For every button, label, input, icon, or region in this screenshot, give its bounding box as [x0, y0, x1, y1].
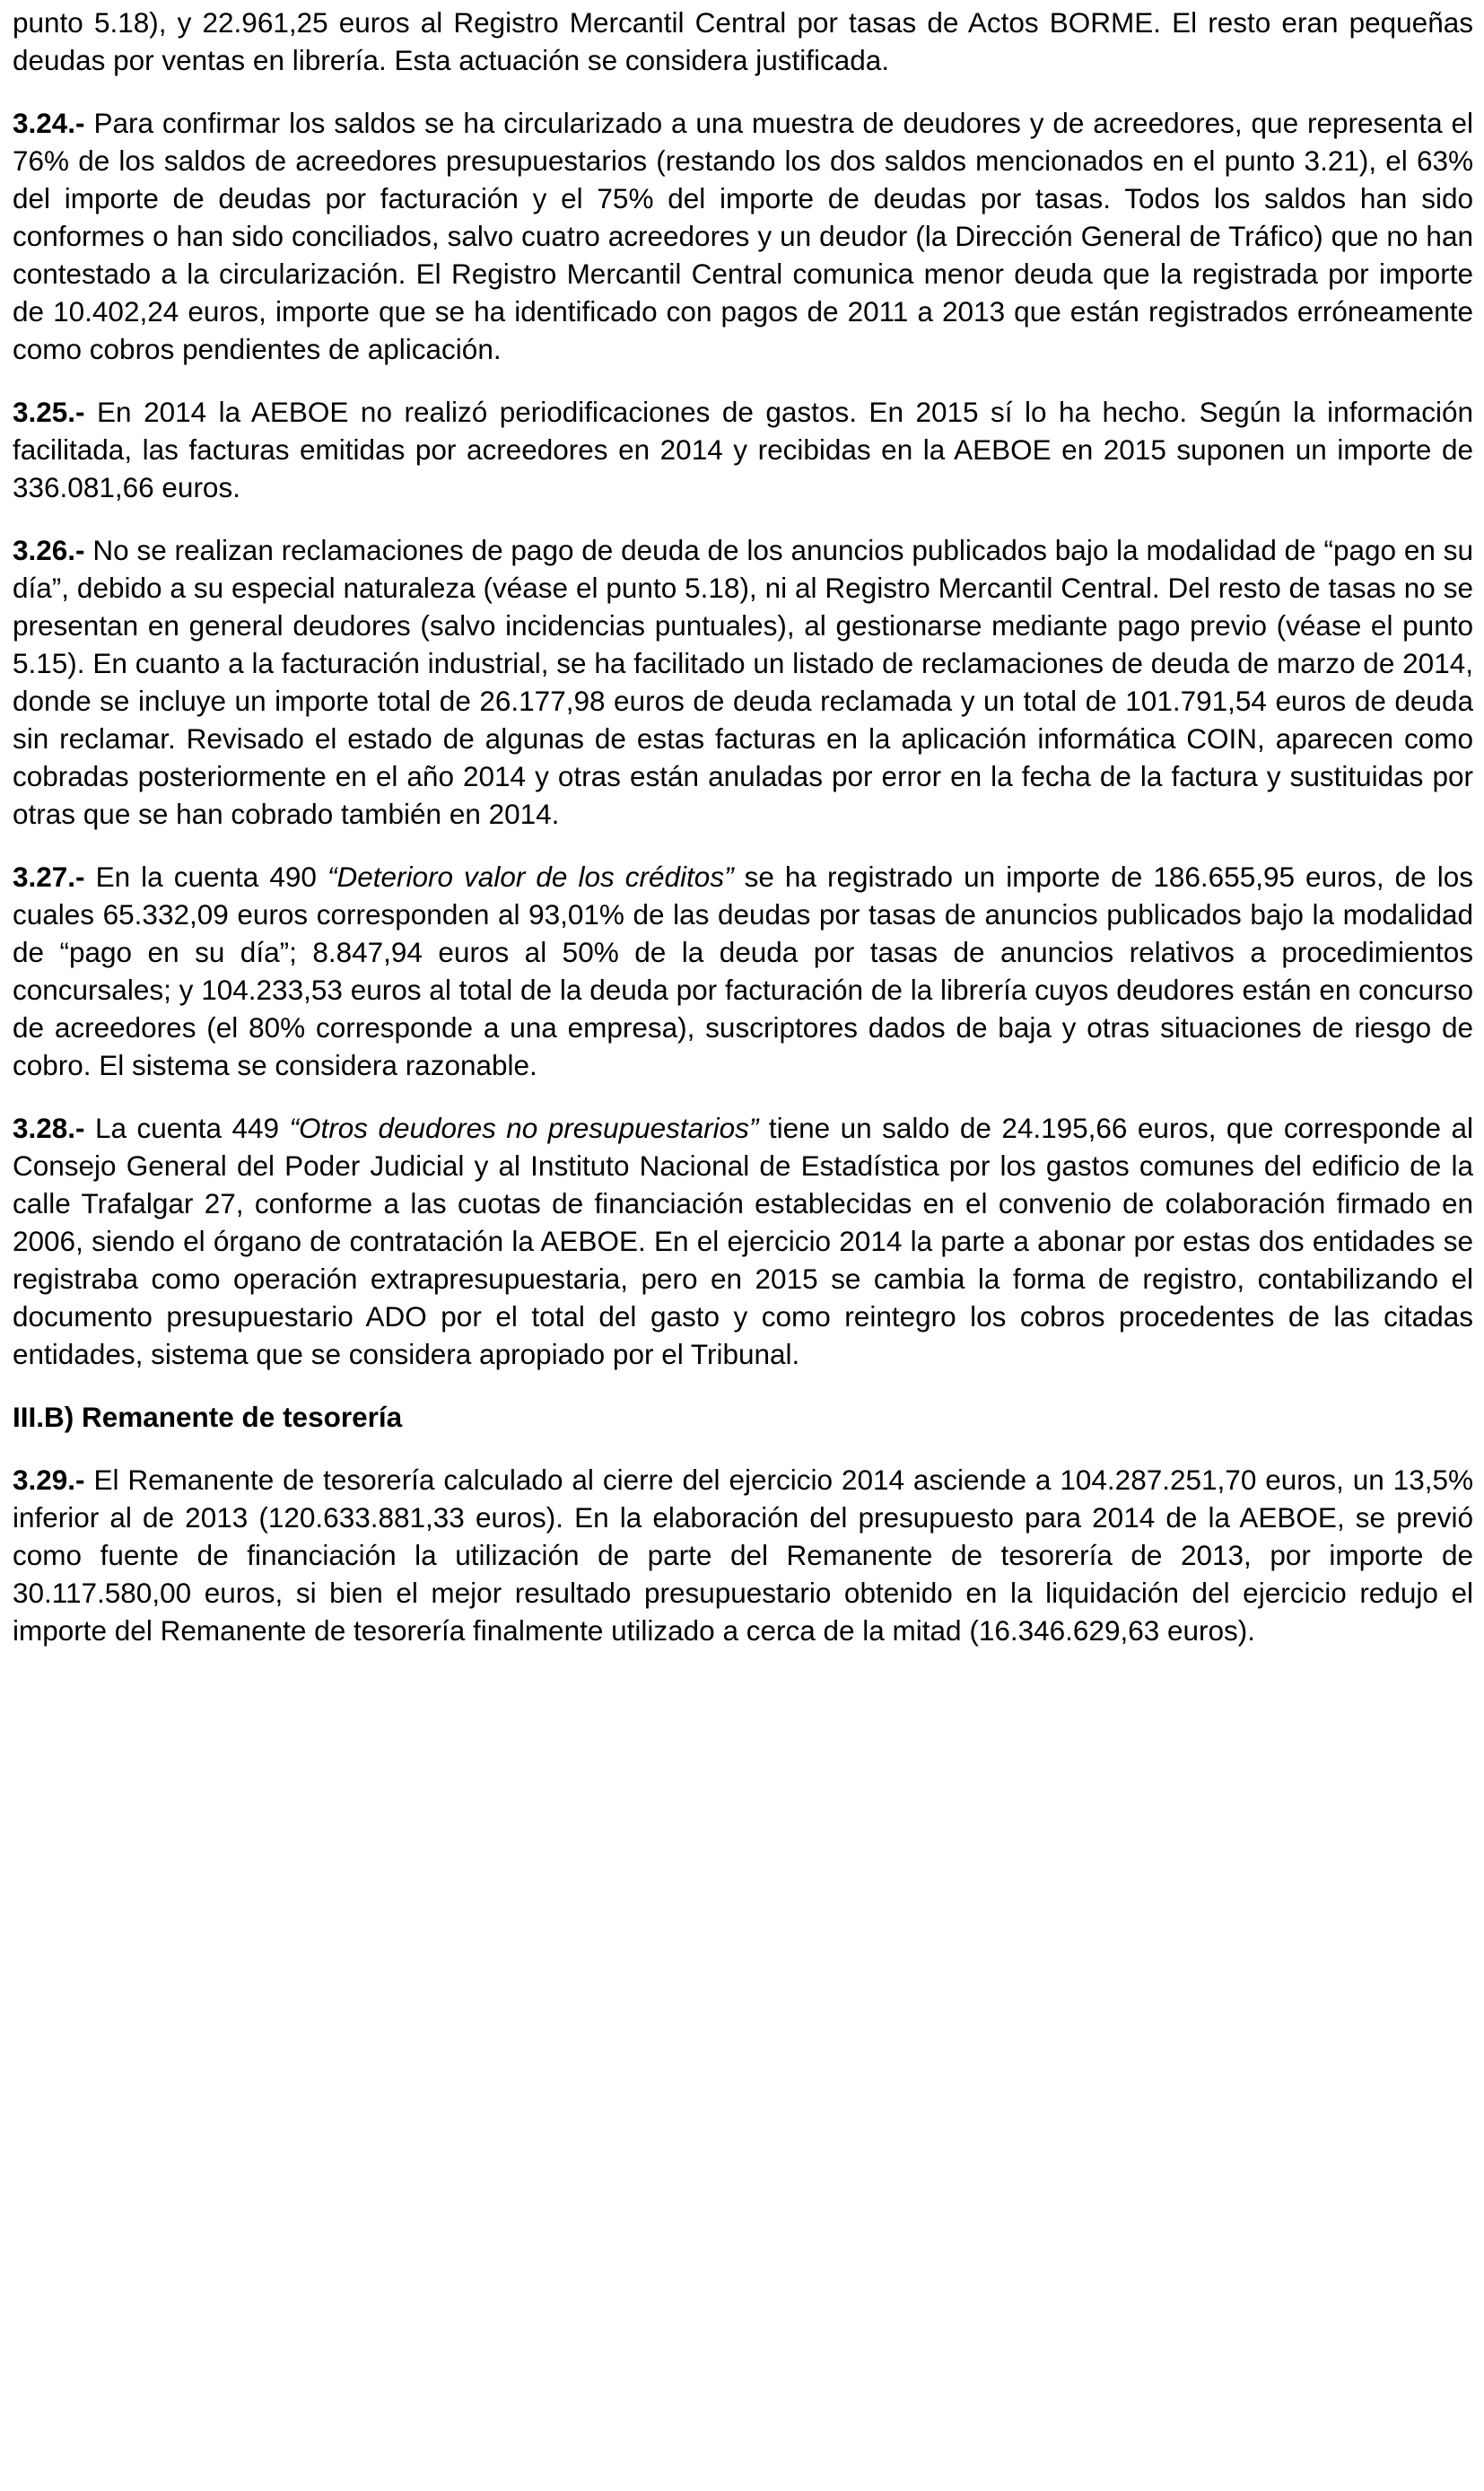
account-name-italic: “Otros deudores no presupuestarios” — [289, 1112, 759, 1144]
paragraph-text-post: se ha registrado un importe de 186.655,95 euros, de los cuales 65.332,09 euros corresponden al 93,01% de las deudas por tasas de anuncios publicados bajo la modalidad de “pago en su día”; 8.847,94 euros al 50% de la deuda por tasas de anuncios relativos a procedimientos concursales; y 104.233,53 euros al total de la deuda por facturación de la librería cuyos deudores están en concurso de acreedores (el 80% corresponde a una empresa), suscriptores dados de baja y otras situaciones de riesgo de cobro. El sistema se considera razonable. — [13, 861, 1473, 1081]
paragraph-3-27 — [13, 858, 1473, 1084]
paragraph-number: 3.27.- — [13, 861, 85, 893]
paragraph-3-28 — [13, 1109, 1473, 1373]
paragraph-text-post: tiene un saldo de 24.195,66 euros, que corresponde al Consejo General del Poder Judicial y al Instituto Nacional de Estadística por los gastos comunes del edificio de la calle Trafalgar 27, conforme a las cuotas de financiación establecidas en el convenio de colaboración firmado en 2006, siendo el órgano de contratación la AEBOE. En el ejercicio 2014 la parte a abonar por estas dos entidades se registraba como operación extrapresupuestaria, pero en 2015 se cambia la forma de registro, contabilizando el documento presupuestario ADO por el total del gasto y como reintegro los cobros procedentes de las citadas entidades, sistema que se considera apropiado por el Tribunal. — [13, 1112, 1473, 1370]
paragraph-continuation: punto 5.18), y 22.961,25 euros al Registro Mercantil Central por tasas de Actos BORME. El resto eran pequeñas deudas por ventas en librería. Esta actuación se considera justificada. — [13, 6, 1473, 76]
paragraph-3-24 — [13, 104, 1473, 368]
paragraph-number: 3.24.- — [13, 107, 85, 139]
paragraph-text: El Remanente de tesorería calculado al cierre del ejercicio 2014 asciende a 104.287.251,70 euros, un 13,5% inferior al de 2013 (120.633.881,33 euros). En la elaboración del presupuesto para 2014 de la AEBOE, se previó como fuente de financiación la utilización de parte del Remanente de tesorería de 2013, por importe de 30.117.580,00 euros, si bien el mejor resultado presupuestario obtenido en la liquidación del ejercicio redujo el importe del Remanente de tesorería finalmente utilizado a cerca de la mitad (16.346.629,63 euros). — [13, 1464, 1473, 1647]
paragraph-number: 3.29.- — [13, 1464, 85, 1496]
paragraph-3-26 — [13, 531, 1473, 833]
paragraph-3-29 — [13, 1461, 1473, 1649]
account-name-italic: “Deterioro valor de los créditos” — [327, 861, 734, 893]
paragraph-number: 3.25.- — [13, 396, 85, 428]
paragraph-number: 3.26.- — [13, 534, 85, 566]
paragraph-text: No se realizan reclamaciones de pago de deuda de los anuncios publicados bajo la modalidad de “pago en su día”, debido a su especial naturaleza (véase el punto 5.18), ni al Registro Mercantil Central. Del resto de tasas no se presentan en general deudores (salvo incidencias puntuales), al gestionarse mediante pago previo (véase el punto 5.15). En cuanto a la facturación industrial, se ha facilitado un listado de reclamaciones de deuda de marzo de 2014, donde se incluye un importe total de 26.177,98 euros de deuda reclamada y un total de 101.791,54 euros de deuda sin reclamar. Revisado el estado de algunas de estas facturas en la aplicación informática COIN, aparecen como cobradas posteriormente en el año 2014 y otras están anuladas por error en la fecha de la factura y sustituidas por otras que se han cobrado también en 2014. — [13, 534, 1473, 830]
paragraph-3-25 — [13, 393, 1473, 506]
document-page — [13, 4, 1473, 1674]
section-heading: III.B) Remanente de tesorería — [13, 1401, 403, 1433]
paragraph-text: En 2014 la AEBOE no realizó periodificaciones de gastos. En 2015 sí lo ha hecho. Según la información facilitada, las facturas emitidas por acreedores en 2014 y recibidas en la AEBOE en 2015 suponen un importe de 336.081,66 euros. — [13, 396, 1473, 503]
paragraph-text-pre: En la cuenta 490 — [84, 861, 327, 893]
paragraph-text: Para confirmar los saldos se ha circularizado a una muestra de deudores y de acreedores, que representa el 76% de los saldos de acreedores presupuestarios (restando los dos saldos mencionados en el punto 3.21), el 63% del importe de deudas por facturación y el 75% del importe de deudas por tasas. Todos los saldos han sido conformes o han sido conciliados, salvo cuatro acreedores y un deudor (la Dirección General de Tráfico) que no han contestado a la circularización. El Registro Mercantil Central comunica menor deuda que la registrada por importe de 10.402,24 euros, importe que se ha identificado con pagos de 2011 a 2013 que están registrados erróneamente como cobros pendientes de aplicación. — [13, 107, 1473, 365]
paragraph-number: 3.28.- — [13, 1112, 85, 1144]
paragraph-text-pre: La cuenta 449 — [84, 1112, 290, 1144]
